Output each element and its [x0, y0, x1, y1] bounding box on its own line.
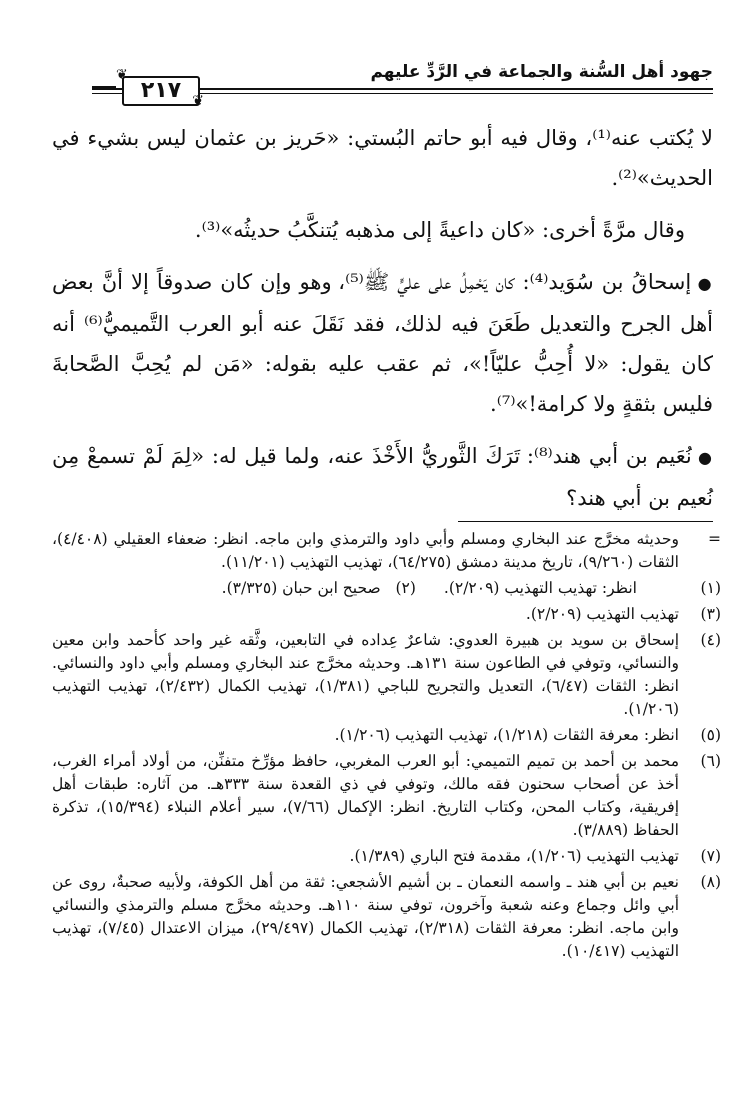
footnote: [52, 629, 721, 721]
footnote-number: =: [708, 530, 721, 548]
footnote: [52, 603, 721, 626]
footnote-text: إسحاق بن سويد بن هبيرة العدوي: شاعرٌ عِداده في التابعين، وثَّقه غير واحد كأحمد وابن معين والنسائي، وتوفي في الطاعون سنة ١٣١هـ. وحديثه مخرَّج عند البخاري ومسلم وأبي داود والنسائي. انظر: الثقات (٦/٤٧)، التعديل والتجريح للباجي (١/٣٨١)، تهذيب الكمال (٢/٤٣٢)، تهذيب التهذيب (١/٢٠٦).: [52, 631, 680, 718]
footnote-number: (٥): [700, 726, 721, 744]
ornament-icon: ❦: [116, 67, 128, 83]
footnote-number: (٣): [700, 605, 721, 623]
running-header-title: جهود أهل السُّنة والجماعة في الرَّدِّ عليهم: [370, 62, 713, 82]
footnote-text: انظر: تهذيب التهذيب (٢/٢٠٩).: [443, 579, 637, 597]
footnote-text: وحديثه مخرَّج عند البخاري ومسلم وأبي داود والترمذي وابن ماجه. انظر: ضعفاء العقيلي (٤/٤٠٨)، الثقات (٩/٢٦٠)، تاريخ مدينة دمشق (٦٤/٢٧٥)، تهذيب التهذيب (١١/٢٠١).: [52, 530, 679, 571]
bullet-icon: ●: [691, 274, 713, 293]
footnote-text: تهذيب التهذيب (٢/٢٠٩).: [525, 605, 679, 623]
footnote-number: (١): [700, 579, 721, 597]
footnote: [52, 871, 721, 963]
footnote-number: (٨): [700, 873, 721, 891]
main-text: [52, 118, 713, 518]
page-number: ٢١٧: [140, 78, 182, 103]
footnotes: [52, 528, 721, 966]
bullet-icon: ●: [691, 448, 714, 467]
paragraph-nuaym: [52, 436, 713, 518]
footnote: [52, 724, 721, 747]
paragraph-quote: وقال مرَّةً أخرى: «كان داعيةً إلى مذهبه يُتنكَّبُ حديثُه»⁽³⁾.: [194, 218, 685, 242]
footnote-text: نعيم بن أبي هند ـ واسمه النعمان ـ بن أشيم الأشجعي: ثقة من أهل الكوفة، ولأبيه صحبةٌ، روى عن أبي وائل وجماع وعنه شعبة وآخرون، توفي سنة ١١٠هـ. وحديثه مخرَّج مسلم والترمذي والنسائي وابن ماجه. انظر: معرفة الثقات (٢/٣١٨)، تهذيب الكمال (٢٩/٤٩٧)، ميزان الاعتدال (٧/٤٥)، تهذيب التهذيب (١٠/٤١٧).: [52, 873, 679, 960]
header-dash: [92, 86, 116, 88]
footnote-number: (٧): [700, 847, 721, 865]
paragraph-ishaq-text: إسحاقُ بن سُوَيد⁽⁴⁾: كان يَحْمِلُ على عليٍّ ﷺ⁽⁵⁾، وهو وإن كان صدوقاً إلا أنَّ بعض أهل الجرح والتعديل طَعَنَ فيه لذلك، فقد نَقَلَ عنه أبو العرب التَّميميُّ⁽⁶⁾ أنه كان يقول: «لا أُحِبُّ عليّاً!»، ثم عقب عليه بقوله: «مَن لم يُحِبَّ الصَّحابةَ فليس بثقةٍ ولا كرامة!»⁽⁷⁾.: [52, 270, 713, 416]
footnote-separator: [458, 521, 713, 522]
footnote-number: (٤): [700, 631, 721, 649]
footnote-text: صحيح ابن حبان (٣/٣٢٥).: [221, 579, 381, 597]
page-number-frame: [116, 67, 204, 109]
footnote: [52, 750, 721, 842]
footnote: [52, 845, 721, 868]
footnote-number: (٢): [395, 579, 416, 597]
paragraph-harith: لا يُكتب عنه⁽¹⁾، وقال فيه أبو حاتم البُستي: «حَريز بن عثمان ليس بشيء في الحديث»⁽²⁾.: [52, 126, 714, 190]
paragraph-nuaym-text: نُعَيم بن أبي هند⁽⁸⁾: تَرَكَ الثَّوريُّ الأَخْذَ عنه، ولما قيل له: «لِمَ لَمْ تسمعْ مِن نُعيم بن أبي هند؟: [52, 444, 713, 510]
footnote-text: انظر: معرفة الثقات (١/٢١٨)، تهذيب التهذيب (١/٢٠٦).: [334, 726, 679, 744]
footnote-continued: [52, 528, 721, 574]
footnote-row: [52, 577, 721, 600]
footnote-number: (٦): [700, 752, 721, 770]
footnote-text: محمد بن أحمد بن تميم التميمي: أبو العرب المغربي، حافظ مؤرِّخ متفنِّن، من أولاد أمراء الغرب، أخذ عن أصحاب سحنون فقه مالك، وتوفي في ذي القعدة سنة ٣٣٣هـ. من آثاره: طبقات أهل إفريقية، وكتاب المحن، وكتاب التاريخ. انظر: الإكمال (٧/٦٦)، سير أعلام النبلاء (١٥/٣٩٤)، تذكرة الحفاظ (٣/٨٨٩).: [52, 752, 680, 839]
ornament-icon: ❦: [192, 93, 204, 109]
footnote-text: تهذيب التهذيب (١/٢٠٦)، مقدمة فتح الباري (١/٣٨٩).: [349, 847, 679, 865]
paragraph-ishaq: [52, 262, 713, 424]
